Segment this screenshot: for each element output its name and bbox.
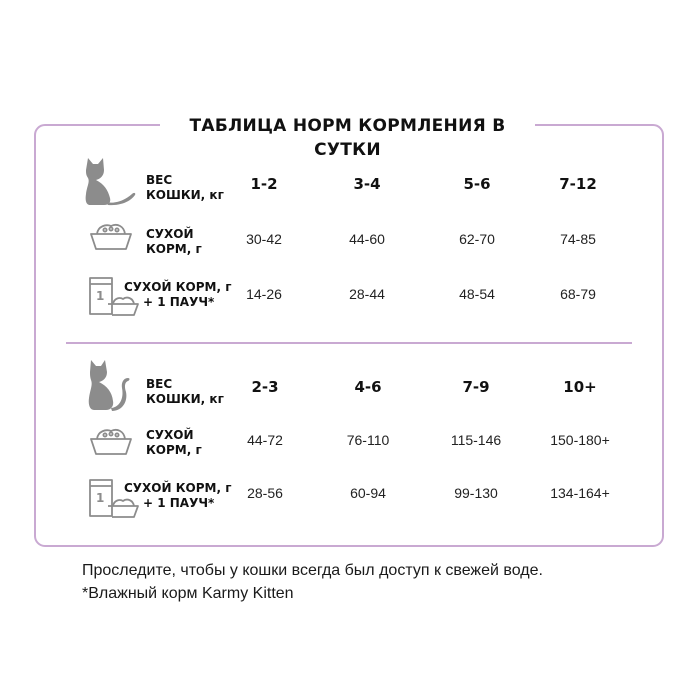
- food-bowl-icon: [88, 222, 134, 252]
- dry-food-label: СУХОЙ КОРМ, г: [146, 227, 202, 256]
- dry-food-value: 115-146: [450, 432, 502, 448]
- weight-value: 10+: [563, 378, 597, 396]
- weight-label: ВЕС КОШКИ, кг: [146, 377, 224, 406]
- mixed-food-value: 48-54: [459, 286, 495, 302]
- dry-food-value: 150-180+: [550, 432, 610, 448]
- weight-value: 1-2: [250, 175, 278, 193]
- mixed-food-value: 28-44: [349, 286, 385, 302]
- pouch-count: 1: [96, 289, 105, 303]
- weight-label: ВЕС КОШКИ, кг: [146, 173, 224, 202]
- mixed-food-value: 14-26: [246, 286, 282, 302]
- mixed-food-value: 28-56: [247, 485, 283, 501]
- dry-food-value: 30-42: [246, 231, 282, 247]
- weight-value: 7-12: [559, 175, 597, 193]
- dry-food-label: СУХОЙ КОРМ, г: [146, 428, 202, 457]
- table-title: ТАБЛИЦА НОРМ КОРМЛЕНИЯ В СУТКИ: [160, 114, 535, 138]
- mixed-food-value: 60-94: [350, 485, 386, 501]
- pouch-count: 1: [96, 491, 105, 505]
- sitting-cat-icon: [82, 358, 134, 412]
- dry-food-value: 44-72: [247, 432, 283, 448]
- dry-food-value: 76-110: [346, 432, 390, 448]
- footer-wet-food-note: *Влажный корм Karmy Kitten: [82, 585, 294, 602]
- dry-food-value: 74-85: [560, 231, 596, 247]
- section-divider: [66, 342, 632, 344]
- weight-value: 5-6: [463, 175, 491, 193]
- mixed-food-label: СУХОЙ КОРМ, г + 1 ПАУЧ*: [124, 280, 232, 309]
- mixed-food-value: 99-130: [454, 485, 498, 501]
- mixed-food-label: СУХОЙ КОРМ, г + 1 ПАУЧ*: [124, 481, 232, 510]
- sitting-cat-icon: [80, 156, 138, 206]
- weight-value: 4-6: [354, 378, 382, 396]
- weight-value: 2-3: [251, 378, 279, 396]
- footer-water-note: Проследите, чтобы у кошки всегда был доступ к свежей воде.: [82, 562, 543, 579]
- dry-food-value: 62-70: [459, 231, 495, 247]
- mixed-food-value: 68-79: [560, 286, 596, 302]
- dry-food-value: 44-60: [349, 231, 385, 247]
- mixed-food-value: 134-164+: [550, 485, 610, 501]
- weight-value: 7-9: [462, 378, 490, 396]
- weight-value: 3-4: [353, 175, 381, 193]
- food-bowl-icon: [88, 427, 134, 457]
